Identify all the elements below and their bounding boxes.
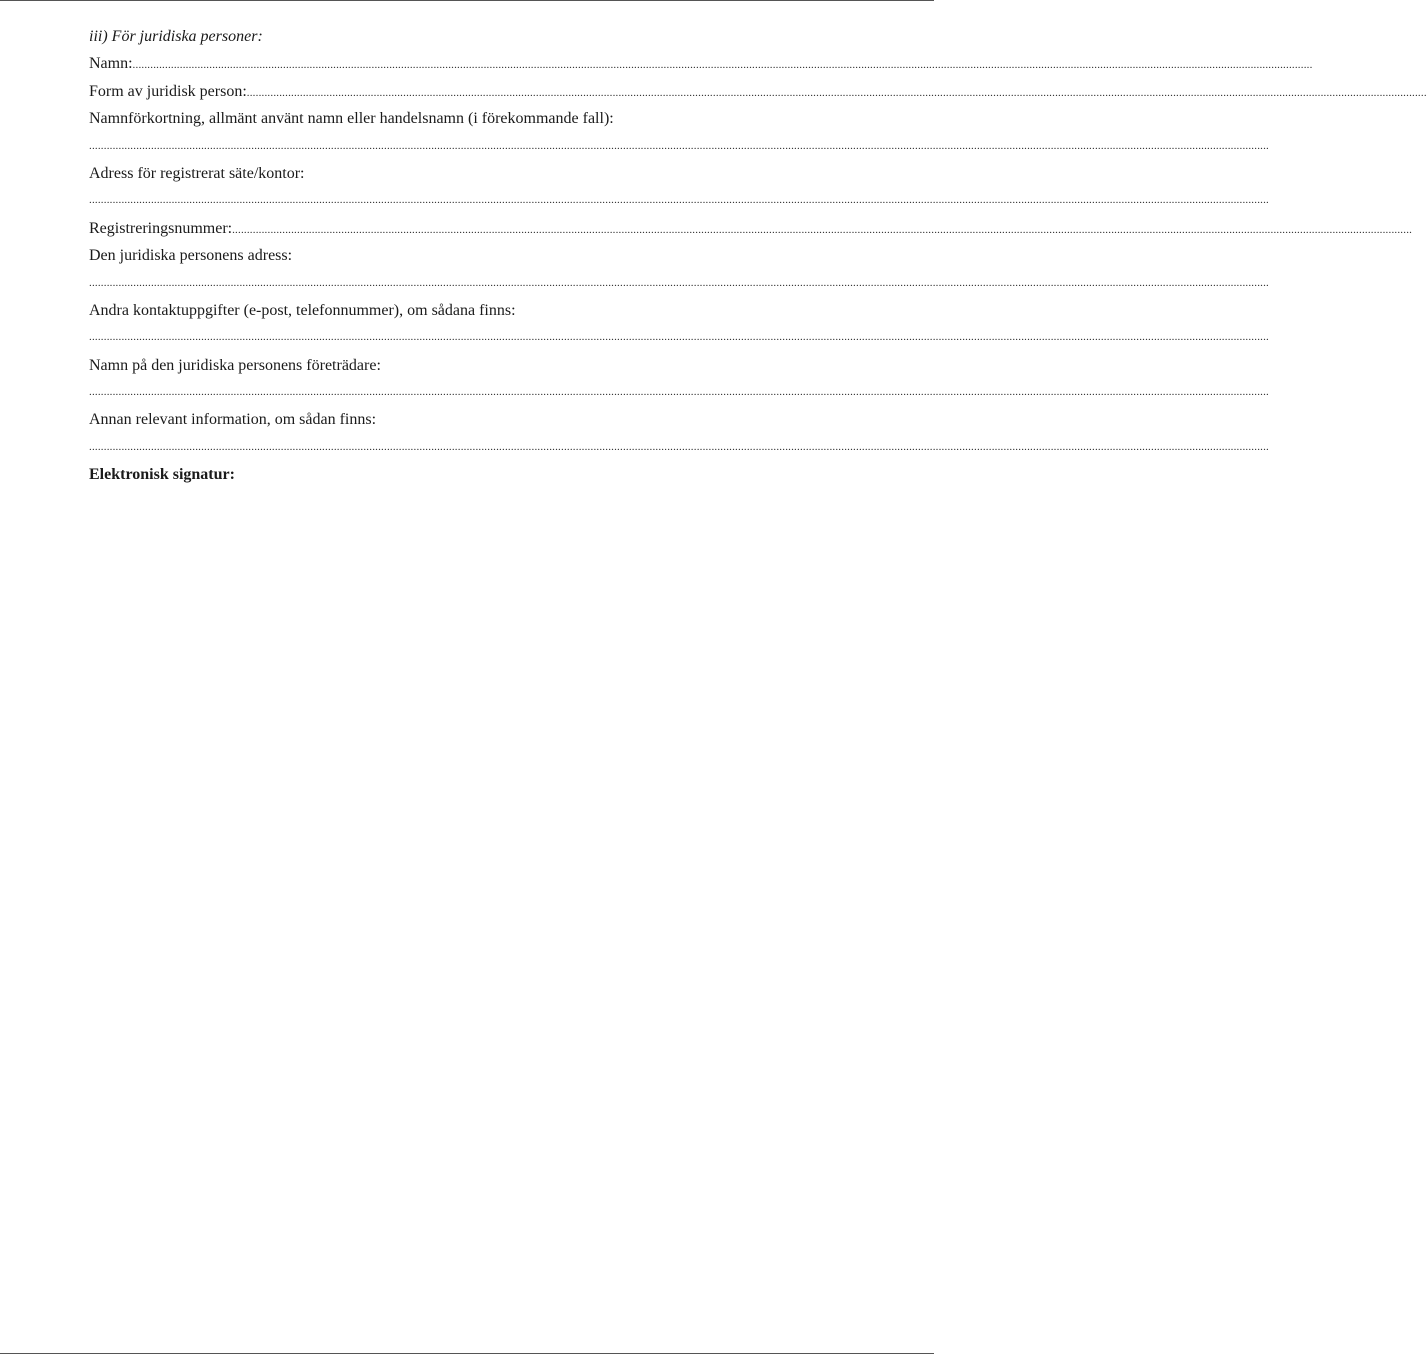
legal-person-form — [89, 23, 1427, 489]
address-field-row — [89, 270, 1269, 297]
name-field[interactable]: ................................................................................................................................................................................................................................................................................................................................................................................................................ — [132, 59, 1313, 72]
representative-row — [89, 352, 831, 379]
registered-office-row — [89, 160, 831, 187]
other-info-field[interactable]: ................................................................................................................................................................................................................................................................................................................................................................................................................ — [89, 440, 1269, 453]
name-label: Namn: — [89, 55, 133, 73]
signature-label: Elektronisk signatur: — [89, 466, 235, 484]
contact-row — [89, 297, 831, 324]
legal-form-row — [89, 78, 1427, 105]
name-row — [89, 50, 1313, 77]
legal-form-field[interactable]: ................................................................................................................................................................................................................................................................................................................................................................................................................ — [246, 86, 1427, 99]
other-info-row — [89, 406, 831, 433]
contact-field[interactable]: ................................................................................................................................................................................................................................................................................................................................................................................................................ — [89, 331, 1269, 344]
contact-field-row — [89, 324, 1269, 351]
other-info-label: Annan relevant information, om sådan finns: — [89, 411, 377, 429]
other-info-field-row — [89, 434, 1269, 461]
bottom-border-line — [0, 1353, 934, 1354]
representative-field-row — [89, 379, 1269, 406]
trade-name-row — [89, 105, 831, 132]
registration-number-row — [89, 215, 1413, 242]
address-field[interactable]: ................................................................................................................................................................................................................................................................................................................................................................................................................ — [89, 276, 1269, 289]
trade-name-label: Namnförkortning, allmänt använt namn eller handelsnamn (i förekommande fall): — [89, 110, 614, 128]
contact-label: Andra kontaktuppgifter (e-post, telefonnummer), om sådana finns: — [89, 301, 516, 319]
address-row — [89, 242, 831, 269]
trade-name-field-row — [89, 133, 1269, 160]
top-border-line — [0, 0, 934, 1]
legal-form-label: Form av juridisk person: — [89, 82, 247, 100]
address-label: Den juridiska personens adress: — [89, 247, 293, 265]
representative-label: Namn på den juridiska personens företrädare: — [89, 356, 381, 374]
registration-number-field[interactable]: ................................................................................................................................................................................................................................................................................................................................................................................................................ — [232, 223, 1413, 236]
registered-office-field-row — [89, 187, 1269, 214]
section-heading: iii) För juridiska personer: — [89, 28, 263, 45]
registration-number-label: Registreringsnummer: — [89, 219, 233, 237]
representative-field[interactable]: ................................................................................................................................................................................................................................................................................................................................................................................................................ — [89, 386, 1269, 399]
registered-office-label: Adress för registrerat säte/kontor: — [89, 164, 305, 182]
registered-office-field[interactable]: ................................................................................................................................................................................................................................................................................................................................................................................................................ — [89, 194, 1269, 207]
trade-name-field[interactable]: ................................................................................................................................................................................................................................................................................................................................................................................................................ — [89, 139, 1269, 152]
